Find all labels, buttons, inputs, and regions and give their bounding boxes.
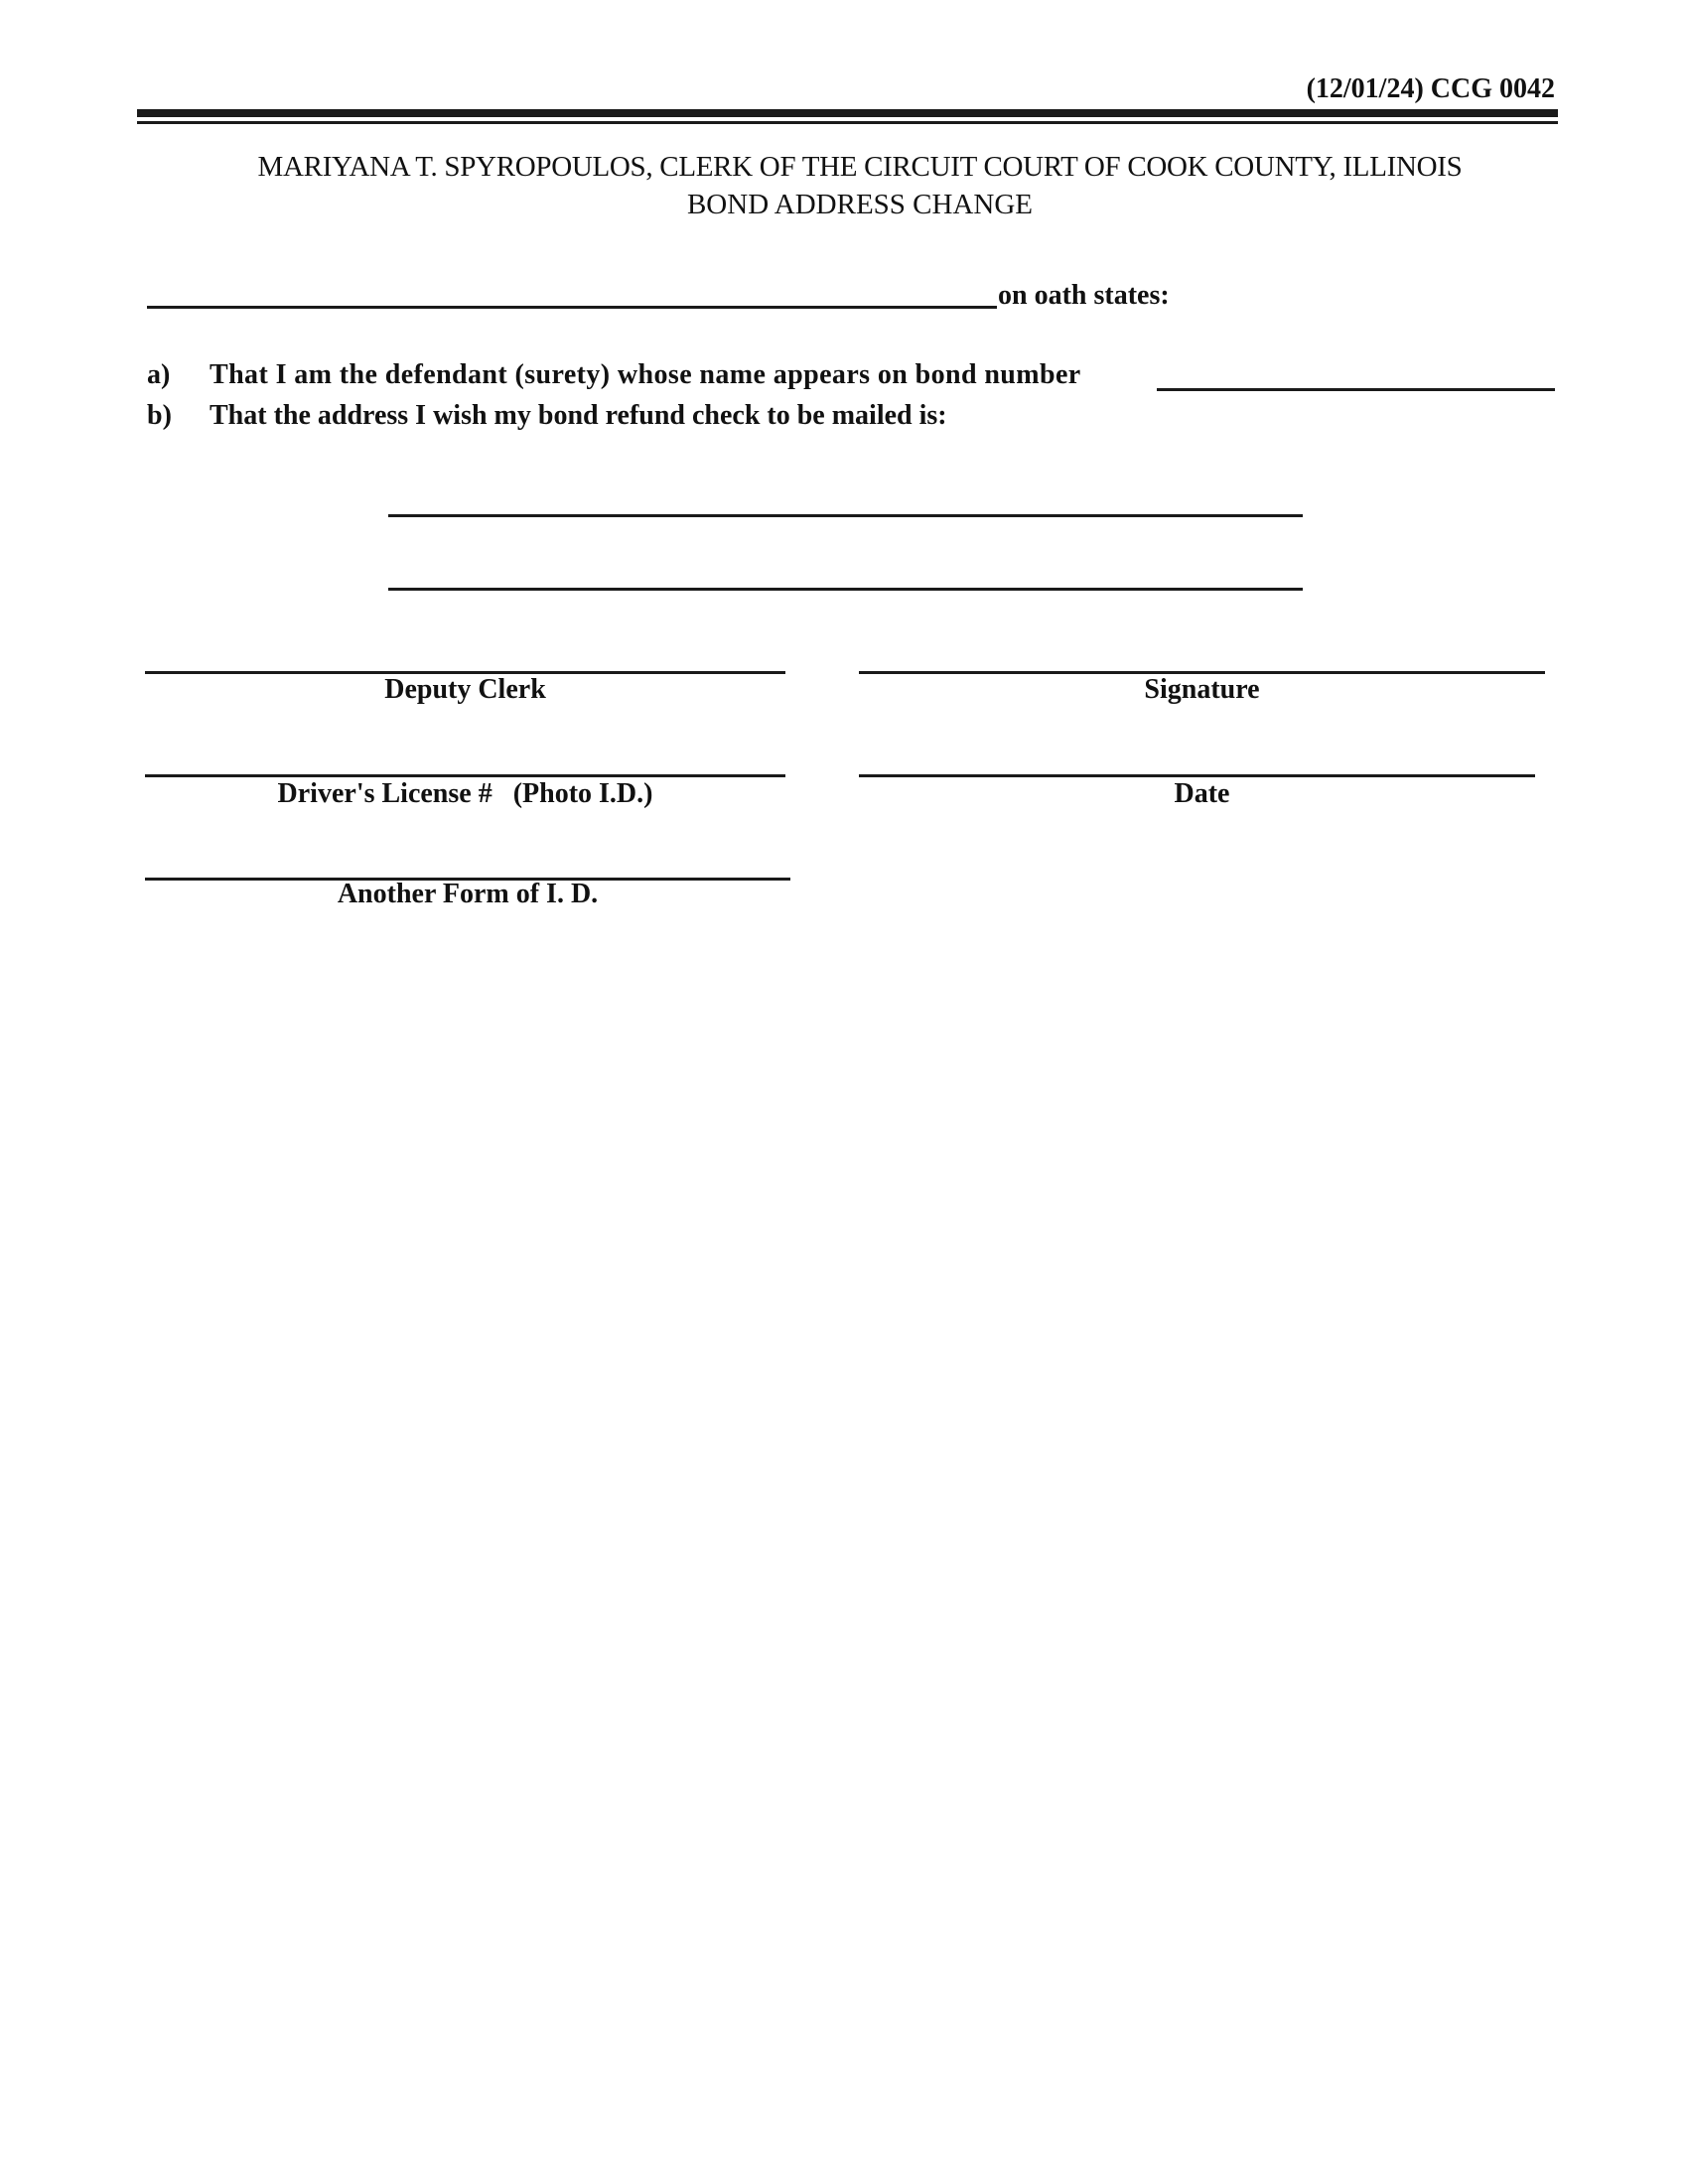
form-code: (12/01/24) CCG 0042 [1306, 73, 1555, 104]
header-thick-rule [137, 109, 1558, 117]
date-field[interactable] [859, 774, 1535, 777]
item-a-text: That I am the defendant (surety) whose name appears on bond number [210, 359, 1081, 390]
clerk-line: MARIYANA T. SPYROPOULOS, CLERK OF THE CIRCUIT COURT OF COOK COUNTY, ILLINOIS [257, 151, 1463, 183]
another-id-label: Another Form of I. D. [337, 879, 599, 909]
drivers-license-field[interactable] [145, 774, 785, 777]
item-b-marker: b) [147, 400, 172, 431]
signature-label: Signature [1144, 674, 1260, 705]
form-title: BOND ADDRESS CHANGE [686, 189, 1034, 220]
address-line-1-field[interactable] [388, 514, 1303, 517]
deputy-clerk-label: Deputy Clerk [384, 674, 546, 705]
drivers-license-label: Driver's License # (Photo I.D.) [277, 778, 653, 809]
date-label: Date [1174, 778, 1230, 809]
address-line-2-field[interactable] [388, 588, 1303, 591]
header-thin-rule [137, 121, 1558, 124]
bond-number-field[interactable] [1157, 388, 1555, 391]
affiant-name-field[interactable] [147, 306, 997, 309]
item-a-marker: a) [147, 359, 171, 390]
oath-text: on oath states: [998, 280, 1170, 311]
item-b-text: That the address I wish my bond refund check to be mailed is: [210, 400, 947, 431]
